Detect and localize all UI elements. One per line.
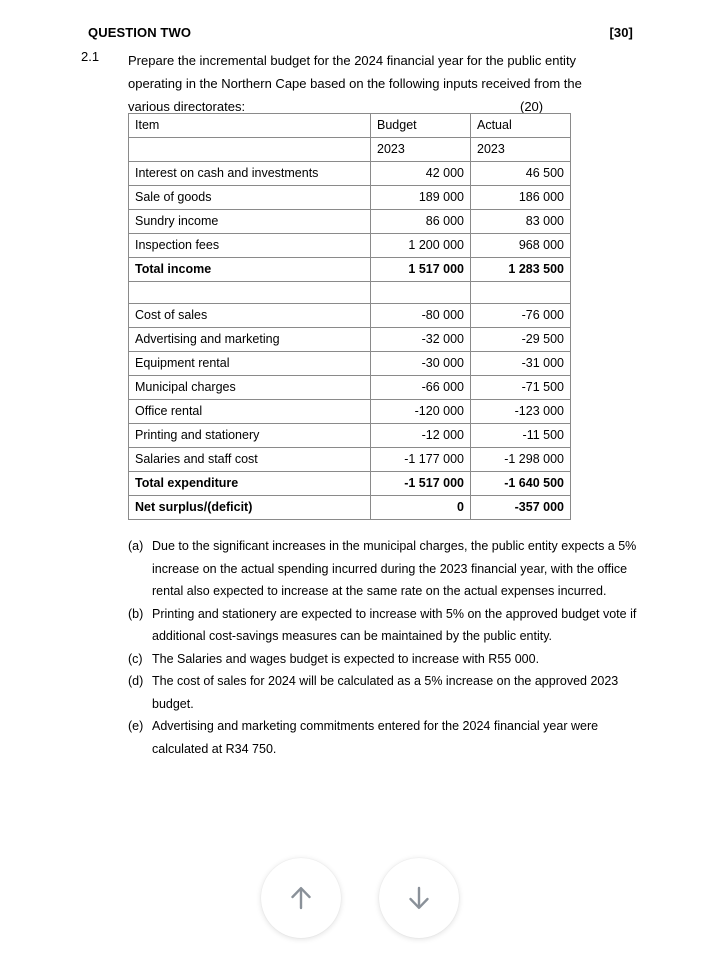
subheader-cell-actual-year: 2023 — [471, 138, 571, 162]
cell-item: Advertising and marketing — [129, 328, 371, 352]
note-label: (c) — [128, 651, 143, 666]
question-line-1: Prepare the incremental budget for the 2024 financial year for the public entity — [128, 53, 577, 68]
cell-budget-2023: -120 000 — [371, 400, 471, 424]
cell-actual-2023: -71 500 — [471, 376, 571, 400]
cell-actual-2023: 968 000 — [471, 234, 571, 258]
assumption-note — [128, 603, 638, 648]
table-row — [129, 328, 571, 352]
arrow-down-icon — [402, 881, 436, 915]
cell-actual-2023: -123 000 — [471, 400, 571, 424]
cell-item: Sundry income — [129, 210, 371, 234]
table-spacer-row — [129, 282, 571, 304]
cell-item: Printing and stationery — [129, 424, 371, 448]
cell-item: Equipment rental — [129, 352, 371, 376]
arrow-up-icon — [284, 881, 318, 915]
cell-item: Inspection fees — [129, 234, 371, 258]
assumption-note — [128, 648, 638, 671]
cell-budget-2023: 0 — [371, 496, 471, 520]
cell-budget-2023: 1 200 000 — [371, 234, 471, 258]
cell-budget-2023: -80 000 — [371, 304, 471, 328]
table-row — [129, 162, 571, 186]
cell-budget-2023 — [371, 282, 471, 304]
cell-actual-2023: -76 000 — [471, 304, 571, 328]
cell-actual-2023: 46 500 — [471, 162, 571, 186]
note-label: (e) — [128, 719, 144, 733]
table-row — [129, 400, 571, 424]
cell-item: Sale of goods — [129, 186, 371, 210]
question-text — [128, 49, 608, 118]
cell-budget-2023: -30 000 — [371, 352, 471, 376]
cell-item: Salaries and staff cost — [129, 448, 371, 472]
scroll-down-button[interactable] — [379, 858, 459, 938]
cell-item — [129, 282, 371, 304]
scroll-up-button[interactable] — [261, 858, 341, 938]
assumption-note — [128, 670, 638, 715]
note-text: The cost of sales for 2024 will be calculated as a 5% increase on the approved 2023 budget. — [152, 674, 619, 711]
cell-budget-2023: -12 000 — [371, 424, 471, 448]
clipped-previous-line — [128, 0, 608, 3]
note-text: Due to the significant increases in the municipal charges, the public entity expects a 5% increase on the actual spending incurred during the 2023 financial year, with the office rental also expected to increase at the same rate on the actual expenses incurred. — [152, 539, 637, 598]
question-header — [88, 25, 633, 40]
table-row — [129, 186, 571, 210]
cell-budget-2023: -66 000 — [371, 376, 471, 400]
question-line-3: various directorates: — [128, 99, 246, 114]
note-label: (d) — [128, 674, 144, 688]
header-cell-actual: Actual — [471, 114, 571, 138]
note-label: (a) — [128, 539, 144, 553]
subheader-cell-item — [129, 138, 371, 162]
assumption-note — [128, 715, 638, 760]
cell-actual-2023 — [471, 282, 571, 304]
cell-actual-2023: -1 298 000 — [471, 448, 571, 472]
question-number: 2.1 — [81, 49, 100, 64]
note-text: Printing and stationery are expected to increase with 5% on the approved budget vote if additional cost-savings measures can be maintained by the public entity. — [152, 606, 637, 643]
sub-question-marks: (20) — [520, 99, 544, 114]
question-total-marks: [30] — [609, 25, 633, 40]
table-row — [129, 352, 571, 376]
cell-actual-2023: 83 000 — [471, 210, 571, 234]
page-navigation-controls — [0, 858, 720, 938]
table-row — [129, 258, 571, 282]
subheader-cell-budget-year: 2023 — [371, 138, 471, 162]
cell-actual-2023: 1 283 500 — [471, 258, 571, 282]
cell-item: Interest on cash and investments — [129, 162, 371, 186]
table-row — [129, 424, 571, 448]
question-line-2: operating in the Northern Cape based on the following inputs received from the — [128, 76, 582, 91]
cell-item: Municipal charges — [129, 376, 371, 400]
page-title: QUESTION TWO — [88, 25, 192, 40]
budget-table — [128, 113, 571, 520]
cell-item: Total income — [129, 258, 371, 282]
cell-budget-2023: 189 000 — [371, 186, 471, 210]
cell-actual-2023: -357 000 — [471, 496, 571, 520]
cell-budget-2023: 1 517 000 — [371, 258, 471, 282]
table-row — [129, 376, 571, 400]
header-cell-item: Item — [129, 114, 371, 138]
table-row — [129, 304, 571, 328]
cell-budget-2023: -1 177 000 — [371, 448, 471, 472]
cell-item: Cost of sales — [129, 304, 371, 328]
table-row — [129, 210, 571, 234]
table-row — [129, 472, 571, 496]
cell-actual-2023: 186 000 — [471, 186, 571, 210]
budget-table-body — [129, 114, 571, 520]
assumption-notes-list — [128, 535, 638, 760]
table-subheader-row — [129, 138, 571, 162]
cell-budget-2023: -32 000 — [371, 328, 471, 352]
cell-item: Total expenditure — [129, 472, 371, 496]
cell-budget-2023: 86 000 — [371, 210, 471, 234]
cell-actual-2023: -29 500 — [471, 328, 571, 352]
table-row — [129, 448, 571, 472]
assumption-note — [128, 535, 638, 603]
table-row — [129, 496, 571, 520]
cell-item: Net surplus/(deficit) — [129, 496, 371, 520]
cell-actual-2023: -11 500 — [471, 424, 571, 448]
cell-actual-2023: -31 000 — [471, 352, 571, 376]
cell-item: Office rental — [129, 400, 371, 424]
cell-actual-2023: -1 640 500 — [471, 472, 571, 496]
header-cell-budget: Budget — [371, 114, 471, 138]
note-text: The Salaries and wages budget is expected to increase with R55 000. — [152, 651, 540, 666]
cell-budget-2023: 42 000 — [371, 162, 471, 186]
table-row — [129, 234, 571, 258]
cell-budget-2023: -1 517 000 — [371, 472, 471, 496]
table-header-row — [129, 114, 571, 138]
note-text: Advertising and marketing commitments entered for the 2024 financial year were calculated at R34 750. — [152, 719, 599, 756]
note-label: (b) — [128, 606, 144, 621]
